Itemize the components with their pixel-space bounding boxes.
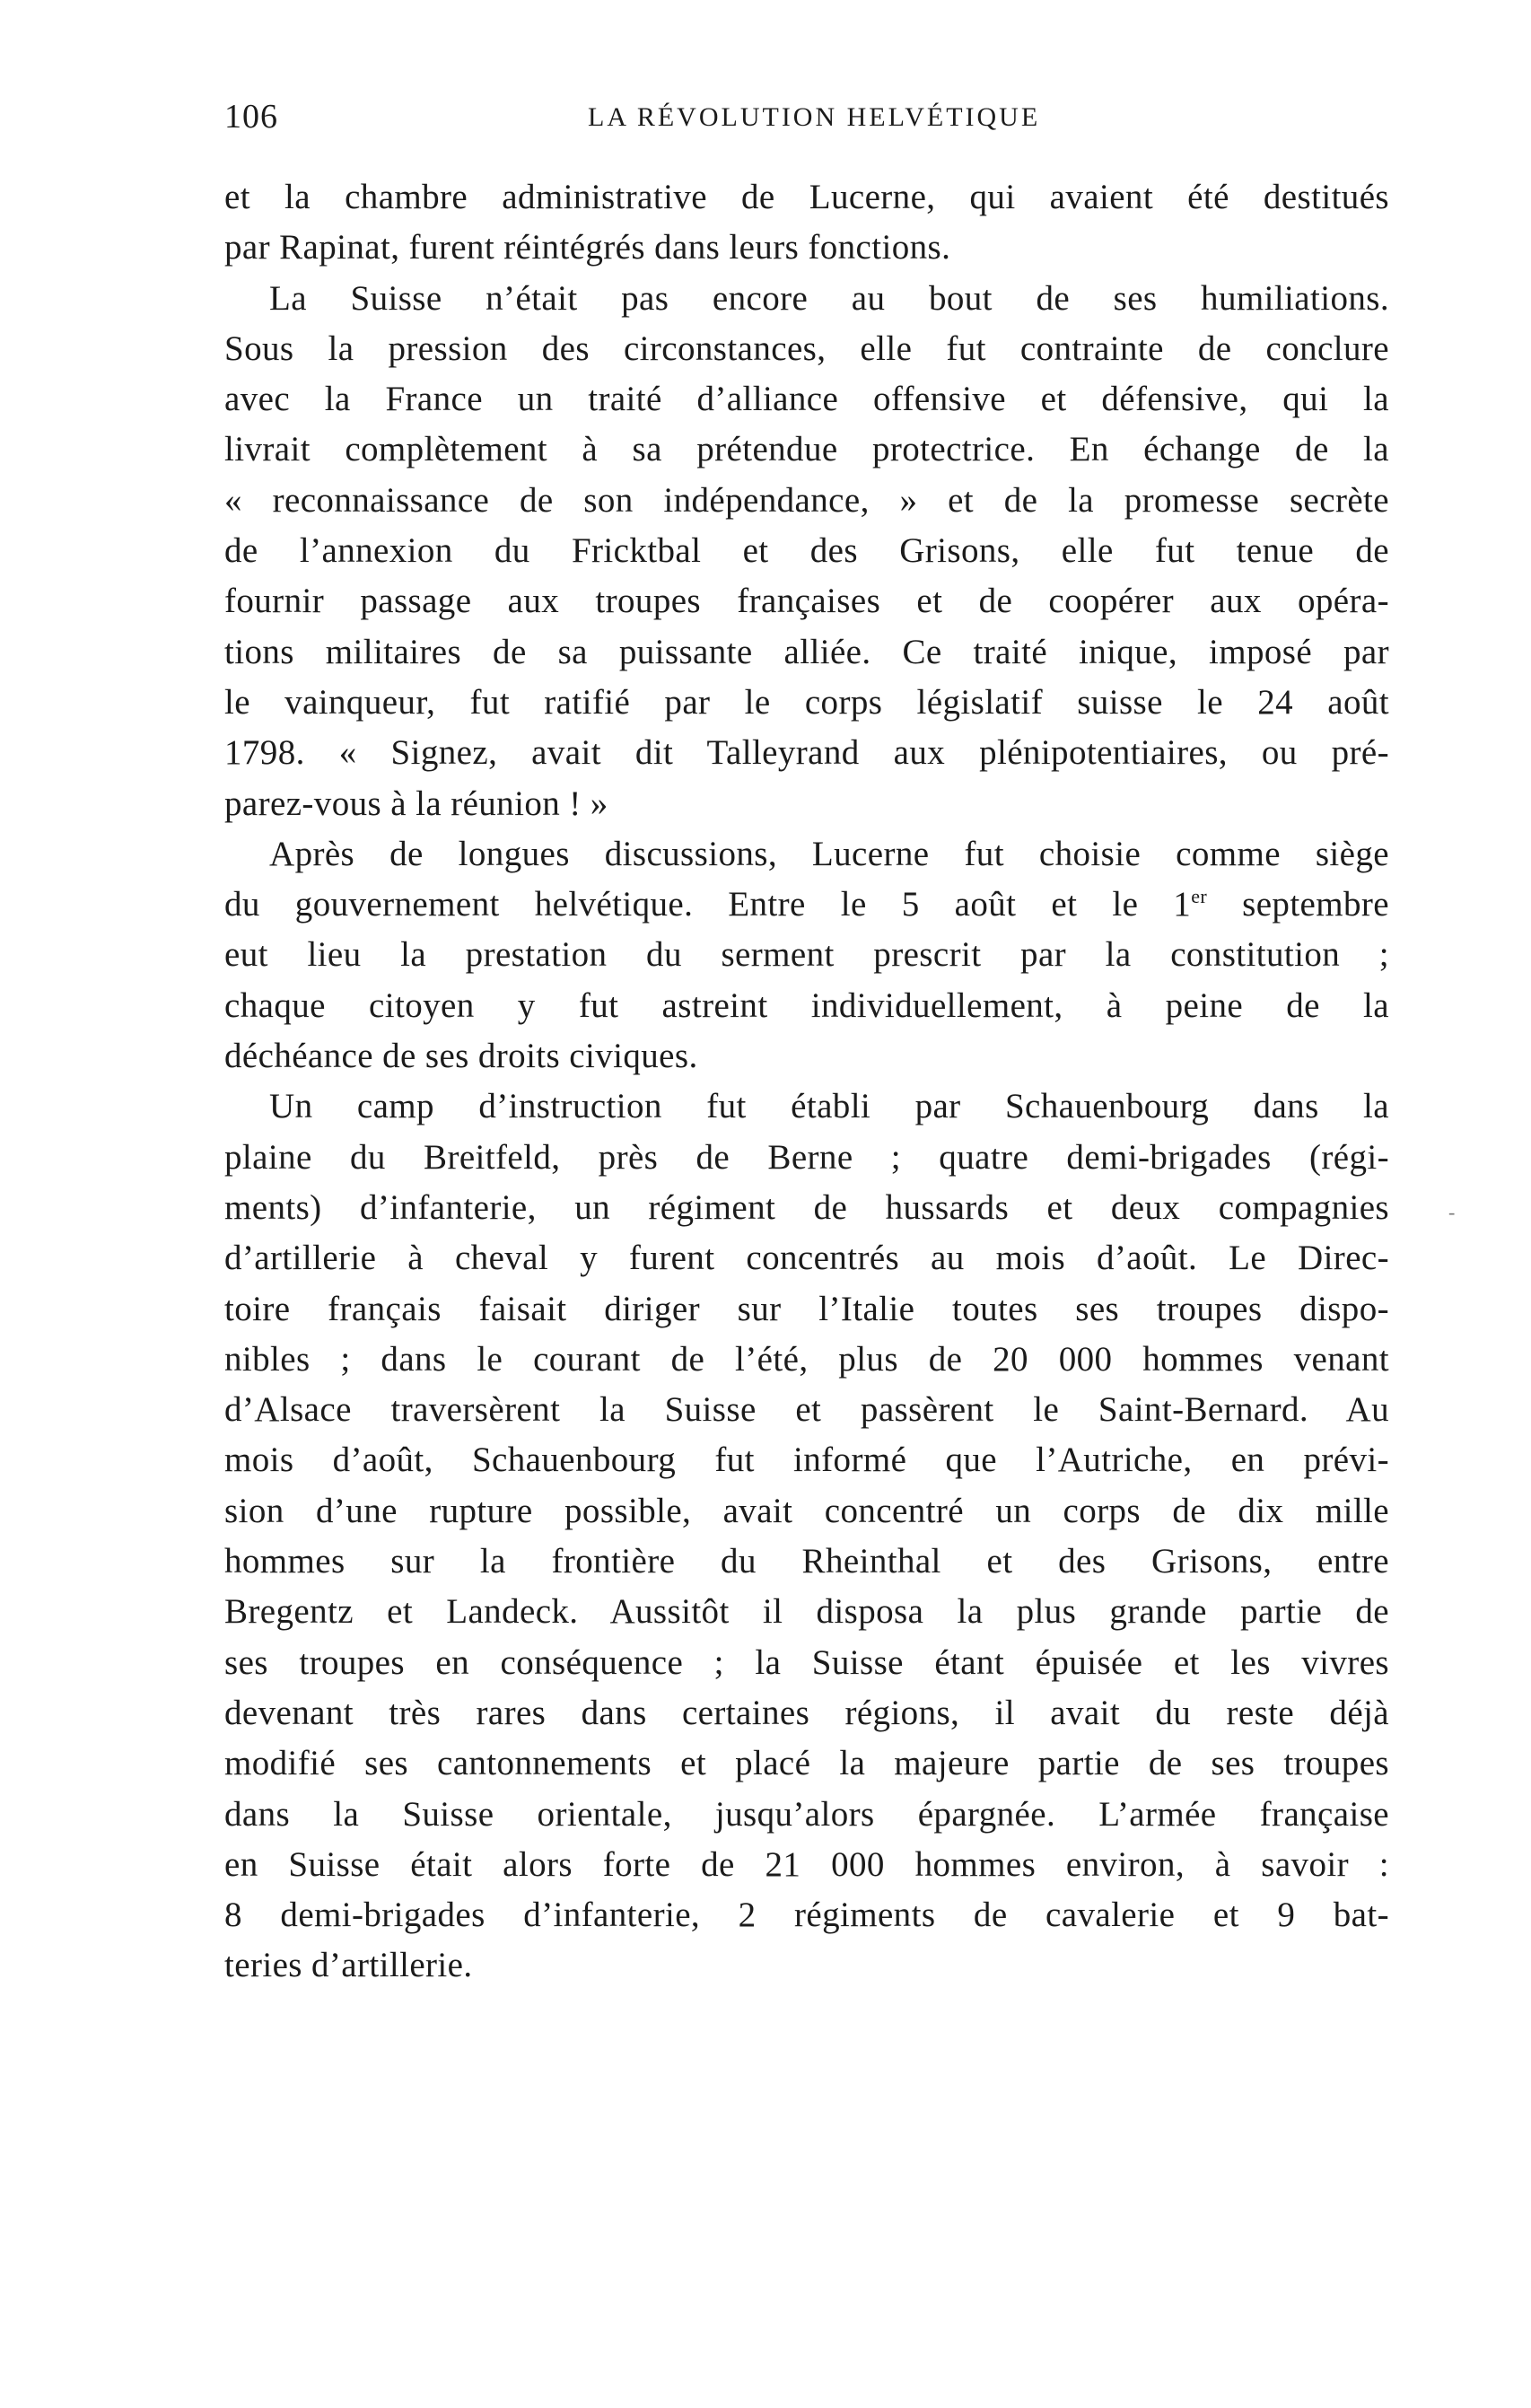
text-line: et la chambre administrative de Lucerne, qui avaient été destitués	[224, 178, 1389, 216]
text-line: teries d’artillerie.	[224, 1946, 473, 1985]
text-line: de l’annexion du Fricktbal et des Grisons, elle fut tenue de	[224, 531, 1389, 571]
text-line: Un camp d’instruction fut établi par Schauenbourg dans la	[269, 1087, 1389, 1126]
text-line: La Suisse n’était pas encore au bout de ses humiliations.	[269, 278, 1389, 318]
text-line: 1798. « Signez, avait dit Talleyrand aux plénipotentiaires, ou pré-	[224, 733, 1389, 773]
text-line: fournir passage aux troupes françaises et de coopérer aux opéra-	[224, 582, 1389, 621]
text-line-with-superscript	[224, 880, 1389, 930]
text-line: déchéance de ses droits civiques.	[224, 1037, 698, 1076]
text-fragment: septembre	[1207, 885, 1390, 924]
text-line: 8 demi-brigades d’infanterie, 2 régiments de cavalerie et 9 bat-	[224, 1896, 1389, 1935]
text-line: avec la France un traité d’alliance offensive et défensive, qui la	[224, 380, 1389, 419]
text-line: Sous la pression des circonstances, elle fut contrainte de conclure	[224, 328, 1389, 368]
margin-mark: -	[1448, 1201, 1456, 1223]
text-line: ments) d’infanterie, un régiment de hussards et deux compagnies	[224, 1187, 1389, 1227]
text-line: devenant très rares dans certaines régions, il avait du reste déjà	[224, 1693, 1389, 1732]
text-line: en Suisse était alors forte de 21 000 hommes environ, à savoir :	[224, 1844, 1389, 1884]
text-line: d’Alsace traversèrent la Suisse et passèrent le Saint-Bernard. Au	[224, 1390, 1389, 1430]
body-text	[224, 172, 1389, 1992]
text-line: « reconnaissance de son indépendance, » et de la promesse secrète	[224, 480, 1389, 520]
text-line: toire français faisait diriger sur l’Italie toutes ses troupes dispo-	[224, 1289, 1389, 1328]
text-line: d’artillerie à cheval y furent concentrés au mois d’août. Le Direc-	[224, 1239, 1389, 1278]
text-line: modifié ses cantonnements et placé la majeure partie de ses troupes	[224, 1744, 1389, 1783]
text-line: dans la Suisse orientale, jusqu’alors épargnée. L’armée française	[224, 1794, 1389, 1834]
text-line: livrait complètement à sa prétendue protectrice. En échange de la	[224, 430, 1389, 469]
running-title: LA RÉVOLUTION HELVÉTIQUE	[588, 102, 1041, 132]
text-fragment: du gouvernement helvétique. Entre le 5 août et le 1	[224, 885, 1192, 924]
text-line: eut lieu la prestation du serment prescrit par la constitution ;	[224, 935, 1389, 975]
text-line: Après de longues discussions, Lucerne fut choisie comme siège	[269, 834, 1389, 873]
text-line: mois d’août, Schauenbourg fut informé que l’Autriche, en prévi-	[224, 1440, 1389, 1480]
text-line: ses troupes en conséquence ; la Suisse étant épuisée et les vivres	[224, 1642, 1389, 1682]
text-line: plaine du Breitfeld, près de Berne ; quatre demi-brigades (régi-	[224, 1137, 1389, 1177]
text-line: sion d’une rupture possible, avait concentré un corps de dix mille	[224, 1491, 1389, 1530]
text-line: parez-vous à la réunion ! »	[224, 784, 608, 823]
page-number: 106	[224, 98, 278, 136]
text-line: nibles ; dans le courant de l’été, plus de 20 000 hommes venant	[224, 1339, 1389, 1379]
running-head	[224, 97, 1391, 151]
text-line: Bregentz et Landeck. Aussitôt il disposa la plus grande partie de	[224, 1592, 1389, 1632]
text-line: tions militaires de sa puissante alliée. Ce traité inique, imposé par	[224, 632, 1389, 671]
text-line: par Rapinat, furent réintégrés dans leurs fonctions.	[224, 228, 951, 267]
text-line: hommes sur la frontière du Rheinthal et des Grisons, entre	[224, 1542, 1389, 1581]
ordinal-superscript: er	[1191, 885, 1208, 908]
text-line: le vainqueur, fut ratifié par le corps législatif suisse le 24 août	[224, 682, 1389, 722]
text-line: chaque citoyen y fut astreint individuellement, à peine de la	[224, 985, 1389, 1025]
